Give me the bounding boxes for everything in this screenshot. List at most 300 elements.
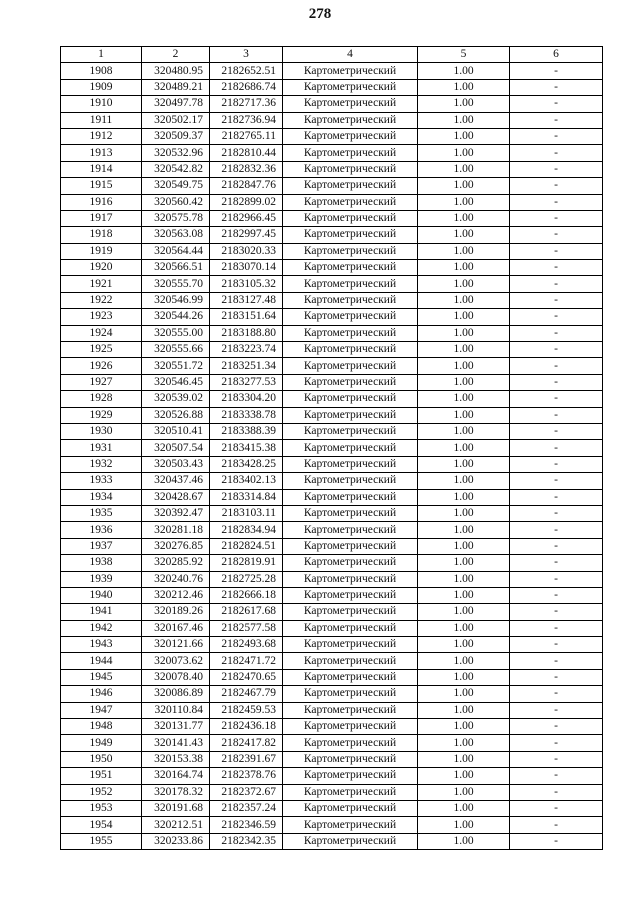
method-cell: Картометрический — [283, 440, 418, 456]
table-row — [61, 473, 603, 489]
y-coordinate-cell: 2182577.58 — [210, 620, 283, 636]
x-coordinate-cell: 320164.74 — [142, 768, 210, 784]
description-cell: - — [510, 292, 603, 308]
table-row — [61, 653, 603, 669]
method-cell: Картометрический — [283, 96, 418, 112]
x-coordinate-cell: 320073.62 — [142, 653, 210, 669]
method-cell: Картометрический — [283, 423, 418, 439]
description-cell: - — [510, 653, 603, 669]
point-number-cell: 1929 — [61, 407, 142, 423]
point-number-cell: 1917 — [61, 210, 142, 226]
x-coordinate-cell: 320510.41 — [142, 423, 210, 439]
method-cell: Картометрический — [283, 145, 418, 161]
y-coordinate-cell: 2182736.94 — [210, 112, 283, 128]
table-header-row — [61, 47, 603, 63]
point-number-cell: 1918 — [61, 227, 142, 243]
accuracy-cell: 1.00 — [418, 423, 510, 439]
y-coordinate-cell: 2182471.72 — [210, 653, 283, 669]
accuracy-cell: 1.00 — [418, 555, 510, 571]
method-cell: Картометрический — [283, 751, 418, 767]
table-row — [61, 292, 603, 308]
x-coordinate-cell: 320233.86 — [142, 833, 210, 849]
accuracy-cell: 1.00 — [418, 571, 510, 587]
method-cell: Картометрический — [283, 112, 418, 128]
method-cell: Картометрический — [283, 210, 418, 226]
method-cell: Картометрический — [283, 178, 418, 194]
accuracy-cell: 1.00 — [418, 719, 510, 735]
x-coordinate-cell: 320489.21 — [142, 79, 210, 95]
point-number-cell: 1937 — [61, 538, 142, 554]
method-cell: Картометрический — [283, 358, 418, 374]
y-coordinate-cell: 2182966.45 — [210, 210, 283, 226]
table-row — [61, 128, 603, 144]
method-cell: Картометрический — [283, 243, 418, 259]
table-row — [61, 505, 603, 521]
point-number-cell: 1909 — [61, 79, 142, 95]
method-cell: Картометрический — [283, 260, 418, 276]
x-coordinate-cell: 320212.51 — [142, 817, 210, 833]
x-coordinate-cell: 320566.51 — [142, 260, 210, 276]
x-coordinate-cell: 320078.40 — [142, 669, 210, 685]
accuracy-cell: 1.00 — [418, 751, 510, 767]
column-header: 3 — [210, 47, 283, 63]
column-header: 6 — [510, 47, 603, 63]
y-coordinate-cell: 2182391.67 — [210, 751, 283, 767]
description-cell: - — [510, 800, 603, 816]
table-row — [61, 440, 603, 456]
accuracy-cell: 1.00 — [418, 358, 510, 374]
table-row — [61, 555, 603, 571]
table-row — [61, 719, 603, 735]
description-cell: - — [510, 768, 603, 784]
description-cell: - — [510, 178, 603, 194]
x-coordinate-cell: 320141.43 — [142, 735, 210, 751]
column-header: 5 — [418, 47, 510, 63]
method-cell: Картометрический — [283, 79, 418, 95]
description-cell: - — [510, 669, 603, 685]
point-number-cell: 1934 — [61, 489, 142, 505]
y-coordinate-cell: 2182378.76 — [210, 768, 283, 784]
x-coordinate-cell: 320212.46 — [142, 587, 210, 603]
accuracy-cell: 1.00 — [418, 227, 510, 243]
description-cell: - — [510, 227, 603, 243]
point-number-cell: 1923 — [61, 309, 142, 325]
description-cell: - — [510, 112, 603, 128]
method-cell: Картометрический — [283, 276, 418, 292]
page-number: 278 — [308, 6, 332, 22]
description-cell: - — [510, 440, 603, 456]
method-cell: Картометрический — [283, 571, 418, 587]
table-row — [61, 423, 603, 439]
point-number-cell: 1942 — [61, 620, 142, 636]
point-number-cell: 1938 — [61, 555, 142, 571]
accuracy-cell: 1.00 — [418, 374, 510, 390]
x-coordinate-cell: 320549.75 — [142, 178, 210, 194]
accuracy-cell: 1.00 — [418, 587, 510, 603]
x-coordinate-cell: 320428.67 — [142, 489, 210, 505]
accuracy-cell: 1.00 — [418, 309, 510, 325]
point-number-cell: 1935 — [61, 505, 142, 521]
method-cell: Картометрический — [283, 555, 418, 571]
method-cell: Картометрический — [283, 374, 418, 390]
coordinates-table — [60, 46, 603, 850]
description-cell: - — [510, 276, 603, 292]
table-row — [61, 260, 603, 276]
table-row — [61, 587, 603, 603]
accuracy-cell: 1.00 — [418, 243, 510, 259]
table-row — [61, 604, 603, 620]
point-number-cell: 1927 — [61, 374, 142, 390]
description-cell: - — [510, 309, 603, 325]
table-body — [61, 63, 603, 850]
point-number-cell: 1947 — [61, 702, 142, 718]
method-cell: Картометрический — [283, 342, 418, 358]
table-row — [61, 620, 603, 636]
description-cell: - — [510, 407, 603, 423]
accuracy-cell: 1.00 — [418, 800, 510, 816]
method-cell: Картометрический — [283, 833, 418, 849]
point-number-cell: 1928 — [61, 391, 142, 407]
method-cell: Картометрический — [283, 309, 418, 325]
method-cell: Картометрический — [283, 473, 418, 489]
description-cell: - — [510, 555, 603, 571]
y-coordinate-cell: 2182357.24 — [210, 800, 283, 816]
table-row — [61, 833, 603, 849]
point-number-cell: 1941 — [61, 604, 142, 620]
x-coordinate-cell: 320551.72 — [142, 358, 210, 374]
y-coordinate-cell: 2183428.25 — [210, 456, 283, 472]
method-cell: Картометрический — [283, 128, 418, 144]
description-cell: - — [510, 735, 603, 751]
method-cell: Картометрический — [283, 768, 418, 784]
accuracy-cell: 1.00 — [418, 292, 510, 308]
method-cell: Картометрический — [283, 719, 418, 735]
point-number-cell: 1926 — [61, 358, 142, 374]
table-row — [61, 79, 603, 95]
accuracy-cell: 1.00 — [418, 260, 510, 276]
x-coordinate-cell: 320546.99 — [142, 292, 210, 308]
description-cell: - — [510, 96, 603, 112]
x-coordinate-cell: 320532.96 — [142, 145, 210, 161]
x-coordinate-cell: 320086.89 — [142, 686, 210, 702]
table-row — [61, 800, 603, 816]
accuracy-cell: 1.00 — [418, 325, 510, 341]
point-number-cell: 1945 — [61, 669, 142, 685]
accuracy-cell: 1.00 — [418, 276, 510, 292]
x-coordinate-cell: 320191.68 — [142, 800, 210, 816]
accuracy-cell: 1.00 — [418, 686, 510, 702]
description-cell: - — [510, 620, 603, 636]
x-coordinate-cell: 320563.08 — [142, 227, 210, 243]
point-number-cell: 1948 — [61, 719, 142, 735]
method-cell: Картометрический — [283, 505, 418, 521]
point-number-cell: 1910 — [61, 96, 142, 112]
method-cell: Картометрический — [283, 817, 418, 833]
y-coordinate-cell: 2182346.59 — [210, 817, 283, 833]
accuracy-cell: 1.00 — [418, 604, 510, 620]
method-cell: Картометрический — [283, 489, 418, 505]
method-cell: Картометрический — [283, 325, 418, 341]
method-cell: Картометрический — [283, 784, 418, 800]
table-row — [61, 96, 603, 112]
table-row — [61, 784, 603, 800]
point-number-cell: 1921 — [61, 276, 142, 292]
table-row — [61, 112, 603, 128]
accuracy-cell: 1.00 — [418, 669, 510, 685]
y-coordinate-cell: 2183388.39 — [210, 423, 283, 439]
point-number-cell: 1914 — [61, 161, 142, 177]
description-cell: - — [510, 63, 603, 79]
y-coordinate-cell: 2183188.80 — [210, 325, 283, 341]
y-coordinate-cell: 2182372.67 — [210, 784, 283, 800]
table-row — [61, 145, 603, 161]
point-number-cell: 1924 — [61, 325, 142, 341]
x-coordinate-cell: 320285.92 — [142, 555, 210, 571]
point-number-cell: 1915 — [61, 178, 142, 194]
y-coordinate-cell: 2182717.36 — [210, 96, 283, 112]
description-cell: - — [510, 817, 603, 833]
x-coordinate-cell: 320546.45 — [142, 374, 210, 390]
y-coordinate-cell: 2183020.33 — [210, 243, 283, 259]
x-coordinate-cell: 320437.46 — [142, 473, 210, 489]
method-cell: Картометрический — [283, 637, 418, 653]
table-row — [61, 456, 603, 472]
point-number-cell: 1952 — [61, 784, 142, 800]
table-row — [61, 522, 603, 538]
x-coordinate-cell: 320121.66 — [142, 637, 210, 653]
point-number-cell: 1916 — [61, 194, 142, 210]
method-cell: Картометрический — [283, 227, 418, 243]
table-row — [61, 194, 603, 210]
table-row — [61, 342, 603, 358]
description-cell: - — [510, 342, 603, 358]
description-cell: - — [510, 751, 603, 767]
x-coordinate-cell: 320503.43 — [142, 456, 210, 472]
y-coordinate-cell: 2182493.68 — [210, 637, 283, 653]
table-row — [61, 161, 603, 177]
table-row — [61, 768, 603, 784]
table-row — [61, 374, 603, 390]
description-cell: - — [510, 686, 603, 702]
y-coordinate-cell: 2182832.36 — [210, 161, 283, 177]
table-row — [61, 669, 603, 685]
x-coordinate-cell: 320167.46 — [142, 620, 210, 636]
accuracy-cell: 1.00 — [418, 79, 510, 95]
description-cell: - — [510, 325, 603, 341]
point-number-cell: 1931 — [61, 440, 142, 456]
method-cell: Картометрический — [283, 63, 418, 79]
y-coordinate-cell: 2182725.28 — [210, 571, 283, 587]
method-cell: Картометрический — [283, 292, 418, 308]
description-cell: - — [510, 833, 603, 849]
point-number-cell: 1949 — [61, 735, 142, 751]
y-coordinate-cell: 2183314.84 — [210, 489, 283, 505]
y-coordinate-cell: 2183127.48 — [210, 292, 283, 308]
table-row — [61, 571, 603, 587]
accuracy-cell: 1.00 — [418, 128, 510, 144]
table-row — [61, 637, 603, 653]
accuracy-cell: 1.00 — [418, 440, 510, 456]
point-number-cell: 1951 — [61, 768, 142, 784]
table-row — [61, 817, 603, 833]
x-coordinate-cell: 320276.85 — [142, 538, 210, 554]
accuracy-cell: 1.00 — [418, 96, 510, 112]
y-coordinate-cell: 2182617.68 — [210, 604, 283, 620]
method-cell: Картометрический — [283, 620, 418, 636]
description-cell: - — [510, 719, 603, 735]
point-number-cell: 1944 — [61, 653, 142, 669]
y-coordinate-cell: 2183070.14 — [210, 260, 283, 276]
description-cell: - — [510, 571, 603, 587]
table-row — [61, 538, 603, 554]
x-coordinate-cell: 320509.37 — [142, 128, 210, 144]
accuracy-cell: 1.00 — [418, 637, 510, 653]
y-coordinate-cell: 2182459.53 — [210, 702, 283, 718]
method-cell: Картометрический — [283, 604, 418, 620]
point-number-cell: 1911 — [61, 112, 142, 128]
description-cell: - — [510, 604, 603, 620]
accuracy-cell: 1.00 — [418, 522, 510, 538]
description-cell: - — [510, 358, 603, 374]
description-cell: - — [510, 784, 603, 800]
point-number-cell: 1920 — [61, 260, 142, 276]
accuracy-cell: 1.00 — [418, 505, 510, 521]
table-row — [61, 407, 603, 423]
y-coordinate-cell: 2182467.79 — [210, 686, 283, 702]
description-cell: - — [510, 522, 603, 538]
accuracy-cell: 1.00 — [418, 63, 510, 79]
y-coordinate-cell: 2182834.94 — [210, 522, 283, 538]
x-coordinate-cell: 320539.02 — [142, 391, 210, 407]
y-coordinate-cell: 2182686.74 — [210, 79, 283, 95]
y-coordinate-cell: 2183103.11 — [210, 505, 283, 521]
description-cell: - — [510, 637, 603, 653]
table-row — [61, 391, 603, 407]
x-coordinate-cell: 320564.44 — [142, 243, 210, 259]
y-coordinate-cell: 2182765.11 — [210, 128, 283, 144]
y-coordinate-cell: 2183402.13 — [210, 473, 283, 489]
description-cell: - — [510, 423, 603, 439]
accuracy-cell: 1.00 — [418, 342, 510, 358]
x-coordinate-cell: 320110.84 — [142, 702, 210, 718]
description-cell: - — [510, 587, 603, 603]
point-number-cell: 1946 — [61, 686, 142, 702]
method-cell: Картометрический — [283, 194, 418, 210]
table-row — [61, 702, 603, 718]
y-coordinate-cell: 2183415.38 — [210, 440, 283, 456]
table-row — [61, 276, 603, 292]
description-cell: - — [510, 391, 603, 407]
accuracy-cell: 1.00 — [418, 489, 510, 505]
accuracy-cell: 1.00 — [418, 702, 510, 718]
description-cell: - — [510, 489, 603, 505]
column-header: 2 — [142, 47, 210, 63]
x-coordinate-cell: 320392.47 — [142, 505, 210, 521]
accuracy-cell: 1.00 — [418, 161, 510, 177]
description-cell: - — [510, 702, 603, 718]
description-cell: - — [510, 210, 603, 226]
point-number-cell: 1919 — [61, 243, 142, 259]
accuracy-cell: 1.00 — [418, 817, 510, 833]
description-cell: - — [510, 538, 603, 554]
x-coordinate-cell: 320560.42 — [142, 194, 210, 210]
method-cell: Картометрический — [283, 522, 418, 538]
description-cell: - — [510, 456, 603, 472]
point-number-cell: 1954 — [61, 817, 142, 833]
accuracy-cell: 1.00 — [418, 407, 510, 423]
description-cell: - — [510, 128, 603, 144]
x-coordinate-cell: 320153.38 — [142, 751, 210, 767]
accuracy-cell: 1.00 — [418, 210, 510, 226]
point-number-cell: 1933 — [61, 473, 142, 489]
y-coordinate-cell: 2183277.53 — [210, 374, 283, 390]
method-cell: Картометрический — [283, 735, 418, 751]
method-cell: Картометрический — [283, 587, 418, 603]
table-row — [61, 325, 603, 341]
x-coordinate-cell: 320575.78 — [142, 210, 210, 226]
accuracy-cell: 1.00 — [418, 538, 510, 554]
table-row — [61, 178, 603, 194]
accuracy-cell: 1.00 — [418, 112, 510, 128]
method-cell: Картометрический — [283, 686, 418, 702]
y-coordinate-cell: 2182847.76 — [210, 178, 283, 194]
accuracy-cell: 1.00 — [418, 178, 510, 194]
x-coordinate-cell: 320178.32 — [142, 784, 210, 800]
column-header: 4 — [283, 47, 418, 63]
y-coordinate-cell: 2182470.65 — [210, 669, 283, 685]
x-coordinate-cell: 320480.95 — [142, 63, 210, 79]
description-cell: - — [510, 79, 603, 95]
x-coordinate-cell: 320497.78 — [142, 96, 210, 112]
accuracy-cell: 1.00 — [418, 194, 510, 210]
point-number-cell: 1940 — [61, 587, 142, 603]
accuracy-cell: 1.00 — [418, 653, 510, 669]
y-coordinate-cell: 2183338.78 — [210, 407, 283, 423]
table-row — [61, 227, 603, 243]
x-coordinate-cell: 320555.70 — [142, 276, 210, 292]
x-coordinate-cell: 320555.66 — [142, 342, 210, 358]
x-coordinate-cell: 320281.18 — [142, 522, 210, 538]
y-coordinate-cell: 2182417.82 — [210, 735, 283, 751]
x-coordinate-cell: 320189.26 — [142, 604, 210, 620]
point-number-cell: 1913 — [61, 145, 142, 161]
description-cell: - — [510, 161, 603, 177]
y-coordinate-cell: 2182652.51 — [210, 63, 283, 79]
method-cell: Картометрический — [283, 391, 418, 407]
point-number-cell: 1930 — [61, 423, 142, 439]
description-cell: - — [510, 473, 603, 489]
table-row — [61, 210, 603, 226]
method-cell: Картометрический — [283, 653, 418, 669]
accuracy-cell: 1.00 — [418, 391, 510, 407]
x-coordinate-cell: 320507.54 — [142, 440, 210, 456]
point-number-cell: 1922 — [61, 292, 142, 308]
accuracy-cell: 1.00 — [418, 620, 510, 636]
method-cell: Картометрический — [283, 702, 418, 718]
point-number-cell: 1925 — [61, 342, 142, 358]
table-row — [61, 358, 603, 374]
y-coordinate-cell: 2183251.34 — [210, 358, 283, 374]
accuracy-cell: 1.00 — [418, 735, 510, 751]
x-coordinate-cell: 320526.88 — [142, 407, 210, 423]
point-number-cell: 1953 — [61, 800, 142, 816]
y-coordinate-cell: 2182810.44 — [210, 145, 283, 161]
point-number-cell: 1908 — [61, 63, 142, 79]
accuracy-cell: 1.00 — [418, 145, 510, 161]
y-coordinate-cell: 2182824.51 — [210, 538, 283, 554]
x-coordinate-cell: 320555.00 — [142, 325, 210, 341]
accuracy-cell: 1.00 — [418, 456, 510, 472]
